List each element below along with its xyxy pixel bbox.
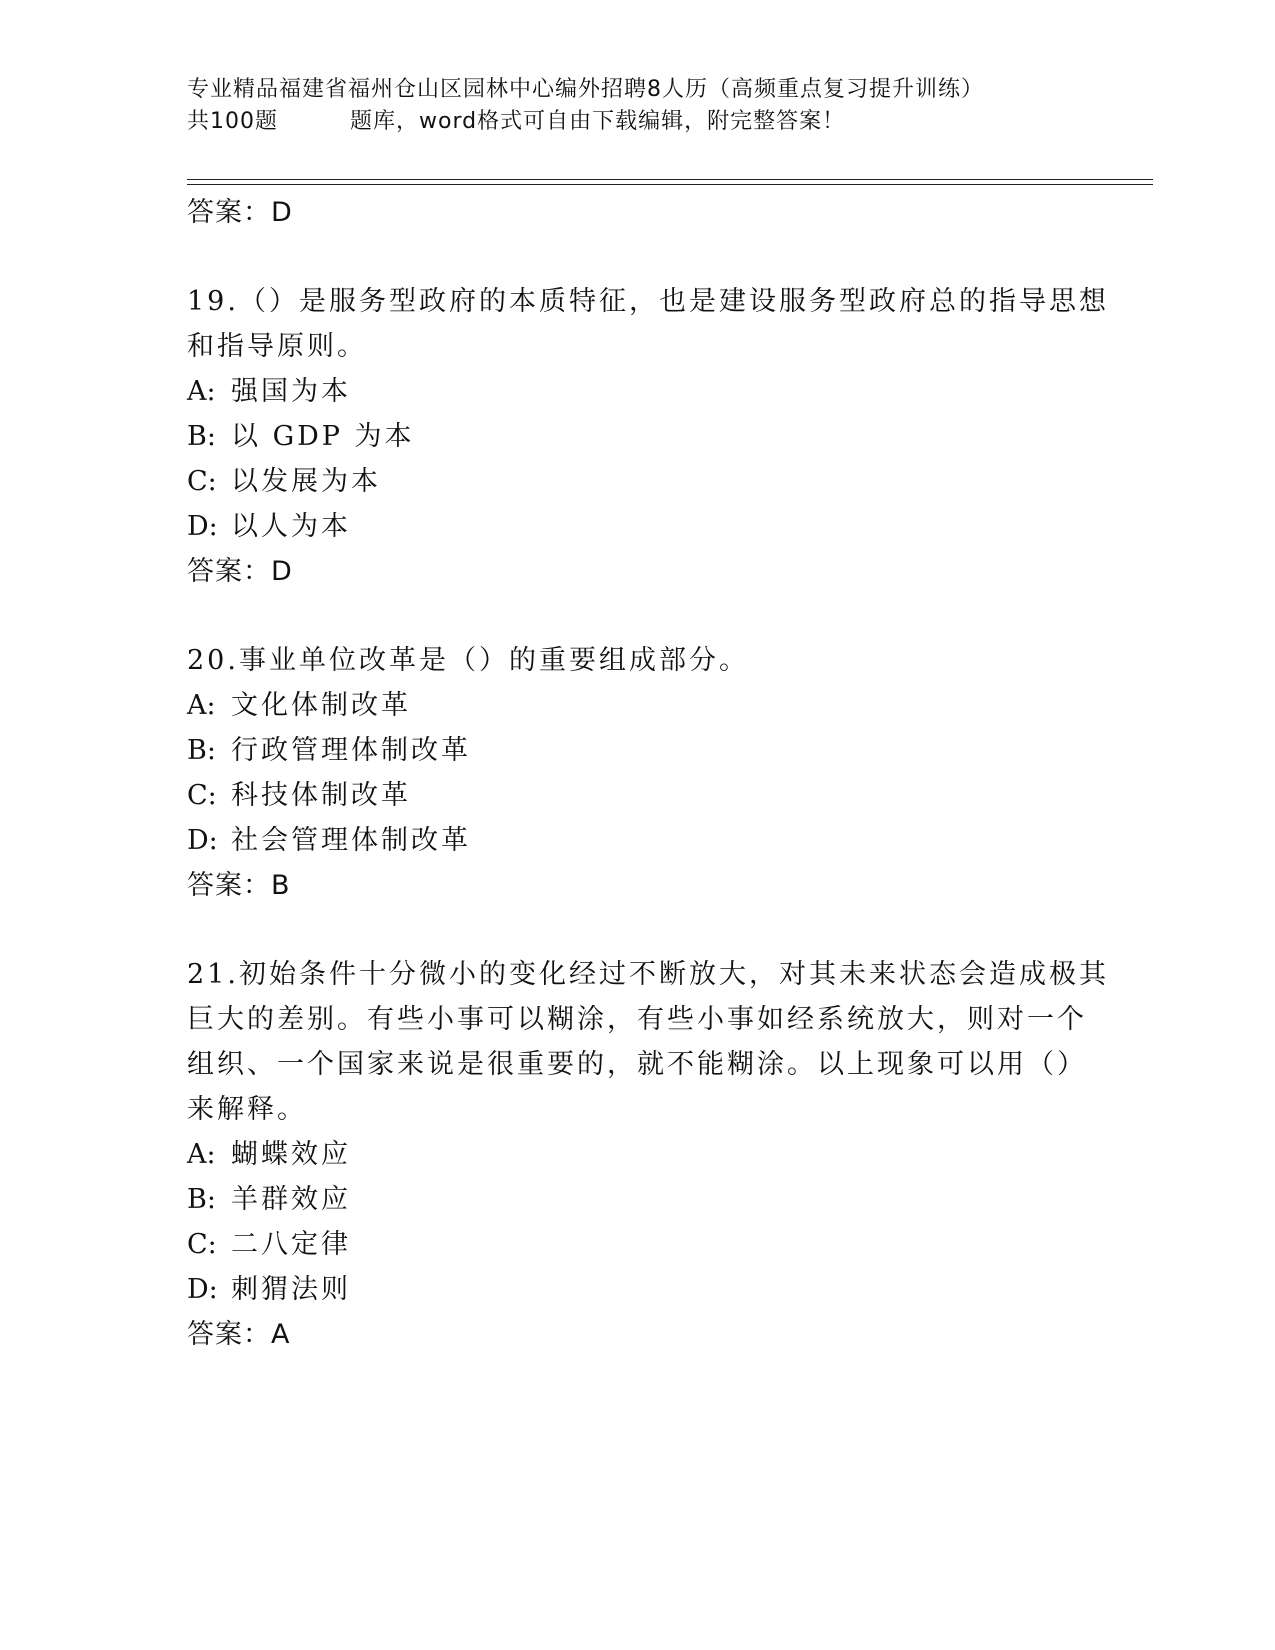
option-label: C: [187, 780, 217, 811]
option-text: 刺猬法则 [231, 1274, 351, 1305]
question-text-line: 19.（）是服务型政府的本质特征，也是建设服务型政府总的指导思想 [187, 286, 1109, 317]
option-b [187, 728, 1087, 773]
option-text: 行政管理体制改革 [231, 735, 471, 766]
header-subtitle-line [187, 106, 1087, 138]
option-label: D: [187, 511, 218, 542]
option-d [187, 504, 1087, 549]
option-a [187, 369, 1087, 414]
option-label: D: [187, 1274, 218, 1305]
option-label: A: [187, 690, 216, 721]
answer-line: 答案：D [187, 556, 293, 587]
option-text: 羊群效应 [231, 1184, 351, 1215]
question-block [187, 638, 1087, 908]
option-a [187, 683, 1087, 728]
document-body [187, 190, 1109, 1357]
header-count: 共100题 [187, 109, 278, 134]
question-block [187, 279, 1109, 594]
option-a [187, 1132, 1087, 1177]
option-c [187, 773, 1087, 818]
question-text-line: 组织、一个国家来说是很重要的，就不能糊涂。以上现象可以用（） [187, 1049, 1087, 1080]
option-text: 蝴蝶效应 [231, 1139, 351, 1170]
option-text: 社会管理体制改革 [231, 825, 471, 856]
option-text: 以人为本 [231, 511, 351, 542]
question-text-line: 来解释。 [187, 1094, 307, 1125]
answer-line: 答案：B [187, 870, 291, 901]
question-text-line: 巨大的差别。有些小事可以糊涂，有些小事如经系统放大，则对一个 [187, 1004, 1087, 1035]
option-d [187, 818, 1087, 863]
option-text: 以 GDP 为本 [231, 421, 415, 452]
option-text: 二八定律 [231, 1229, 351, 1260]
page-header [187, 74, 1087, 138]
option-label: B: [187, 421, 216, 452]
question-block [187, 952, 1109, 1357]
option-label: A: [187, 376, 216, 407]
option-label: D: [187, 825, 218, 856]
option-text: 文化体制改革 [231, 690, 411, 721]
header-description: 题库，word格式可自由下载编辑，附完整答案！ [350, 109, 846, 134]
option-c [187, 1222, 1087, 1267]
previous-answer: 答案：D [187, 197, 293, 228]
question-text-line: 和指导原则。 [187, 331, 367, 362]
header-title-line: 专业精品福建省福州仓山区园林中心编外招聘8人历（高频重点复习提升训练） [187, 77, 984, 102]
question-text-line: 21.初始条件十分微小的变化经过不断放大，对其未来状态会造成极其 [187, 959, 1109, 990]
option-b [187, 1177, 1087, 1222]
header-rule-top [187, 179, 1153, 180]
option-text: 科技体制改革 [231, 780, 411, 811]
option-label: B: [187, 735, 216, 766]
header-rule-bottom [187, 184, 1153, 185]
option-label: C: [187, 466, 217, 497]
question-text-line: 20.事业单位改革是（）的重要组成部分。 [187, 645, 749, 676]
option-d [187, 1267, 1087, 1312]
answer-line: 答案：A [187, 1319, 291, 1350]
option-b [187, 414, 1087, 459]
option-text: 以发展为本 [231, 466, 381, 497]
option-c [187, 459, 1087, 504]
option-label: A: [187, 1139, 216, 1170]
option-label: C: [187, 1229, 217, 1260]
option-label: B: [187, 1184, 216, 1215]
option-text: 强国为本 [231, 376, 351, 407]
